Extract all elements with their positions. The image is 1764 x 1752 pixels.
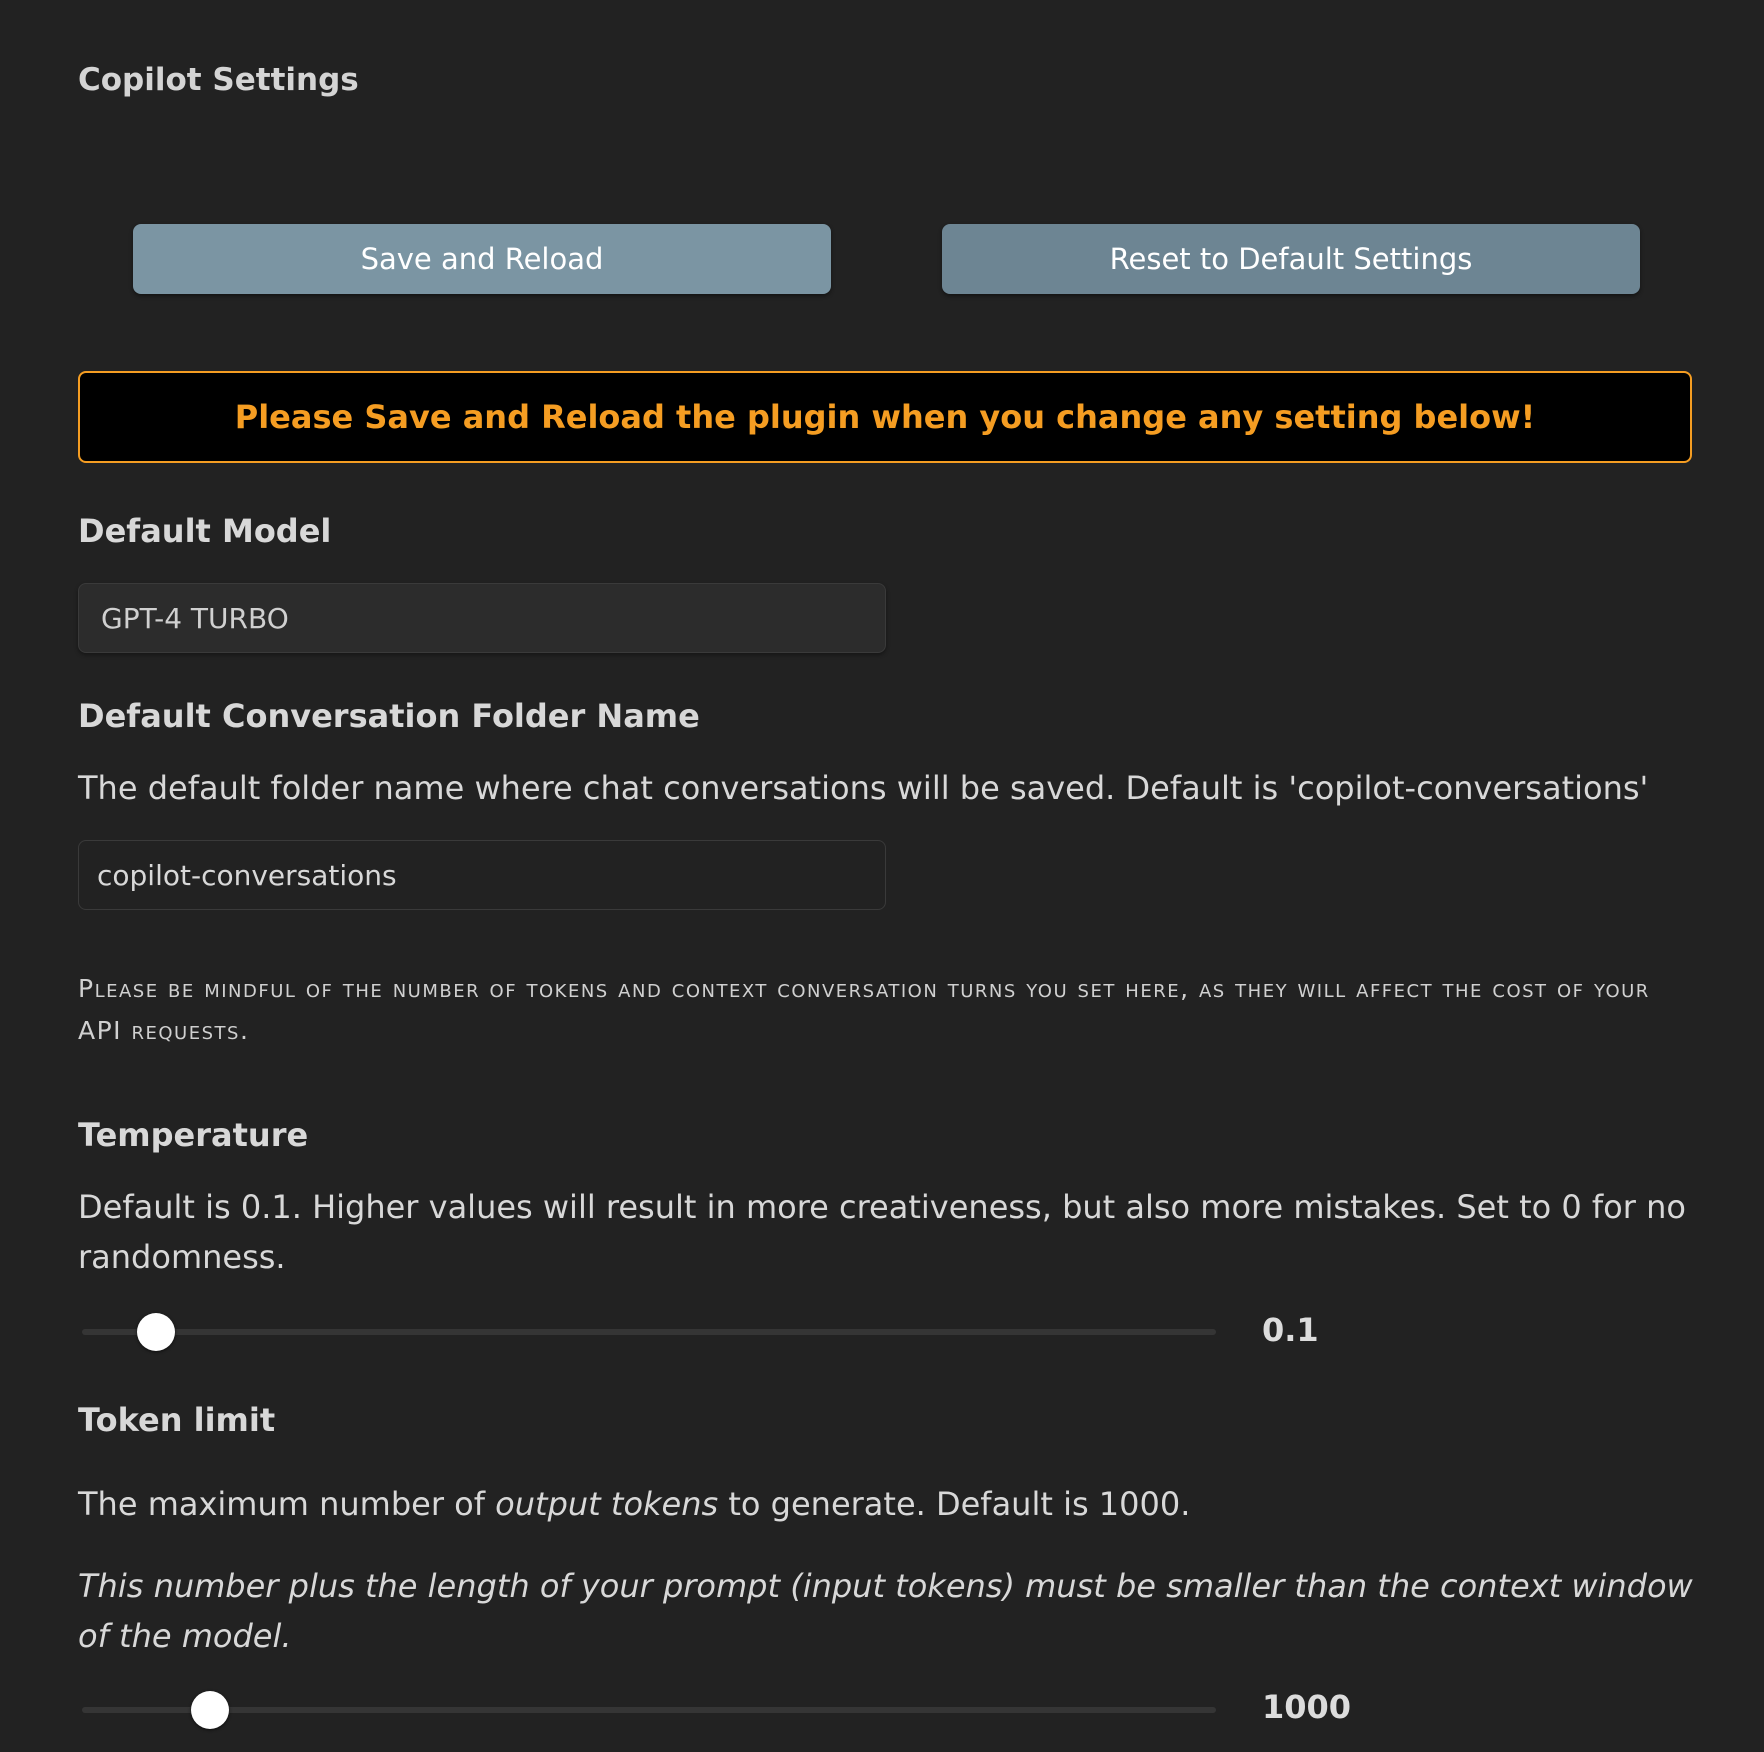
default-model-value: GPT-4 TURBO <box>101 601 289 635</box>
conversation-folder-description: The default folder name where chat conversations will be saved. Default is 'copilot-conversations' <box>78 769 1649 807</box>
token-limit-slider[interactable] <box>82 1707 1216 1713</box>
token-limit-description-emphasis: output tokens <box>495 1485 719 1523</box>
temperature-slider[interactable] <box>82 1329 1216 1335</box>
default-model-select[interactable] <box>78 583 886 653</box>
temperature-label: Temperature <box>78 1116 309 1154</box>
warning-banner <box>78 371 1692 463</box>
page-title: Copilot Settings <box>78 62 359 98</box>
warning-text: Please Save and Reload the plugin when you change any setting below! <box>234 398 1536 436</box>
temperature-value: 0.1 <box>1262 1311 1319 1349</box>
token-limit-description-prefix: The maximum number of <box>78 1485 496 1523</box>
token-limit-value: 1000 <box>1262 1688 1352 1726</box>
reset-default-settings-button[interactable]: Reset to Default Settings <box>942 224 1640 294</box>
token-limit-description <box>78 1479 1698 1529</box>
conversation-folder-input[interactable] <box>78 840 886 910</box>
temperature-description: Default is 0.1. Higher values will result in more creativeness, but also more mistakes. Set to 0 for no randomness. <box>78 1188 1686 1276</box>
token-limit-label: Token limit <box>78 1401 276 1439</box>
conversation-folder-label: Default Conversation Folder Name <box>78 697 700 735</box>
save-and-reload-button[interactable]: Save and Reload <box>133 224 831 294</box>
token-cost-note: Please be mindful of the number of tokens and context conversation turns you set here, as they will affect the cost of your API requests. <box>78 974 1650 1045</box>
default-model-label: Default Model <box>78 512 332 550</box>
token-limit-note: This number plus the length of your prompt (input tokens) must be smaller than the context window of the model. <box>78 1567 1693 1655</box>
token-limit-description-suffix: to generate. Default is 1000. <box>718 1485 1191 1523</box>
temperature-slider-thumb[interactable] <box>137 1313 175 1351</box>
token-limit-slider-thumb[interactable] <box>191 1691 229 1729</box>
